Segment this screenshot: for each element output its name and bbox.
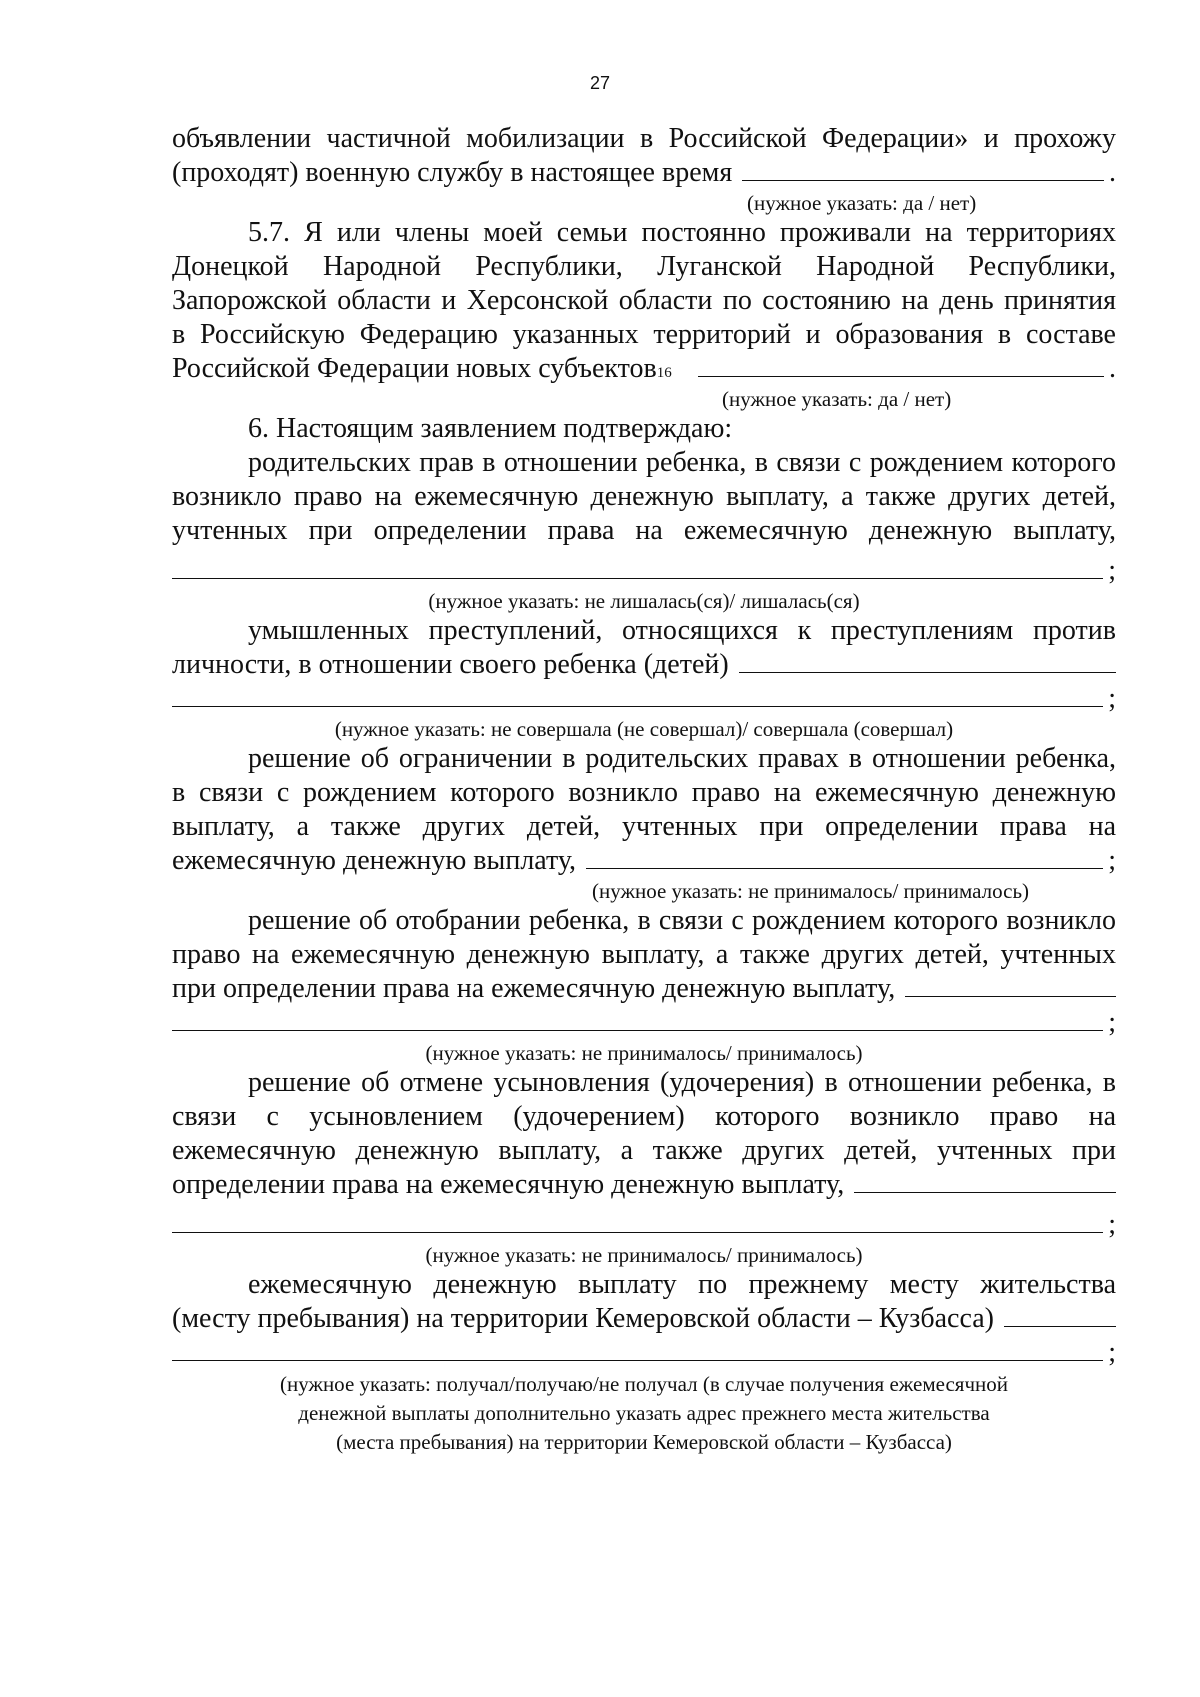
text-line: в Российскую Федерацию указанных территорий и образования в составе xyxy=(172,319,1116,350)
crimes-field-2[interactable] xyxy=(172,684,1103,707)
field-hint: (нужное указать: не совершала (не совершал)/ совершала (совершал) xyxy=(334,717,954,741)
punctuation: ; xyxy=(1108,555,1116,586)
punctuation: . xyxy=(1109,157,1116,188)
text-line: (проходят) военную службу в настоящее время xyxy=(172,157,733,188)
text-line: ежемесячную денежную выплату, xyxy=(172,845,577,876)
text-line: решение об отобрании ребенка, в связи с рождением которого возникло xyxy=(248,905,1116,936)
text-line: определении права на ежемесячную денежную выплату, xyxy=(172,1169,845,1200)
text-line: решение об ограничении в родительских правах в отношении ребенка, xyxy=(248,743,1116,774)
field-row-previous-payment xyxy=(172,1302,1116,1336)
text-line: выплату, а также других детей, учтенных при определении права на xyxy=(172,811,1116,842)
document-body xyxy=(172,122,1116,1457)
text-line: Российской Федерации новых субъектов xyxy=(172,353,657,384)
field-row-parental-rights xyxy=(172,548,1116,588)
text-line: решение об отмене усыновления (удочерения) в отношении ребенка, в xyxy=(248,1067,1116,1098)
residence-field[interactable] xyxy=(698,354,1104,377)
text-line: учтенных при определении права на ежемесячную денежную выплату, xyxy=(172,515,1116,546)
field-hint: (нужное указать: не лишалась(ся)/ лишалась(ся) xyxy=(428,589,860,613)
text-line: право на ежемесячную денежную выплату, а также других детей, учтенных xyxy=(172,939,1116,970)
field-note: денежной выплаты дополнительно указать адрес прежнего места жительства xyxy=(298,1401,990,1425)
field-hint: (нужное указать: да / нет) xyxy=(722,387,952,411)
text-line: личности, в отношении своего ребенка (детей) xyxy=(172,649,729,680)
text-line: 5.7. Я или члены моей семьи постоянно проживали на территориях xyxy=(248,217,1116,248)
text-line: (месту пребывания) на территории Кемеровской области – Кузбасса) xyxy=(172,1303,994,1334)
field-row-adoption-2 xyxy=(172,1202,1116,1242)
field-note: (места пребывания) на территории Кемеровской области – Кузбасса) xyxy=(336,1430,952,1454)
removal-field-2[interactable] xyxy=(172,1008,1103,1031)
text-line: связи с усыновлением (удочерением) которого возникло право на xyxy=(172,1101,1116,1132)
field-hint: (нужное указать: не принималось/ принималось) xyxy=(592,879,1030,903)
page-number: 27 xyxy=(589,73,611,93)
field-row-previous-payment-2 xyxy=(172,1336,1116,1370)
field-row-restriction xyxy=(172,844,1116,878)
field-hint: (нужное указать: да / нет) xyxy=(747,191,977,215)
adoption-field-1[interactable] xyxy=(854,1170,1116,1193)
removal-field-1[interactable] xyxy=(905,974,1116,997)
punctuation: . xyxy=(1109,353,1116,384)
field-note: (нужное указать: получал/получаю/не получал (в случае получения ежемесячной xyxy=(279,1372,1008,1396)
field-row-crimes-2 xyxy=(172,682,1116,716)
text-line: в связи с рождением которого возникло право на ежемесячную денежную xyxy=(172,777,1116,808)
text-line: родительских прав в отношении ребенка, в связи с рождением которого xyxy=(248,447,1116,478)
field-row-crimes xyxy=(172,648,1116,682)
punctuation: ; xyxy=(1108,845,1116,876)
adoption-field-2[interactable] xyxy=(172,1202,1103,1233)
text-line: умышленных преступлений, относящихся к преступлениям против xyxy=(248,615,1116,646)
section-title: 6. Настоящим заявлением подтверждаю: xyxy=(248,413,733,444)
previous-payment-field-2[interactable] xyxy=(172,1338,1103,1361)
field-hint: (нужное указать: не принималось/ принималось) xyxy=(425,1041,863,1065)
text-line: возникло право на ежемесячную денежную выплату, а также других детей, xyxy=(172,481,1116,512)
text-line: при определении права на ежемесячную денежную выплату, xyxy=(172,973,896,1004)
text-line: Донецкой Народной Республики, Луганской Народной Республики, xyxy=(172,251,1116,282)
crimes-field-1[interactable] xyxy=(739,650,1116,673)
field-row-removal xyxy=(172,972,1116,1006)
punctuation: ; xyxy=(1108,1337,1116,1368)
field-row-removal-2 xyxy=(172,1006,1116,1040)
military-service-field[interactable] xyxy=(742,158,1104,181)
punctuation: ; xyxy=(1108,683,1116,714)
previous-payment-field-1[interactable] xyxy=(1004,1304,1116,1327)
text-line: объявлении частичной мобилизации в Российской Федерации» и прохожу xyxy=(172,123,1116,154)
punctuation: ; xyxy=(1108,1209,1116,1240)
parental-rights-field[interactable] xyxy=(172,548,1103,579)
restriction-field[interactable] xyxy=(586,846,1103,869)
punctuation: ; xyxy=(1108,1007,1116,1038)
field-hint: (нужное указать: не принималось/ принималось) xyxy=(425,1243,863,1267)
text-line: ежемесячную денежную выплату по прежнему месту жительства xyxy=(248,1269,1116,1300)
field-row-adoption xyxy=(172,1168,1116,1202)
field-row-residence: Российской Федерации новых субъектов 16 . xyxy=(172,353,1116,384)
field-row-military-service xyxy=(172,156,1116,190)
text-line: Запорожской области и Херсонской области по состоянию на день принятия xyxy=(172,285,1116,316)
text-line: ежемесячную денежную выплату, а также других детей, учтенных при xyxy=(172,1135,1116,1166)
